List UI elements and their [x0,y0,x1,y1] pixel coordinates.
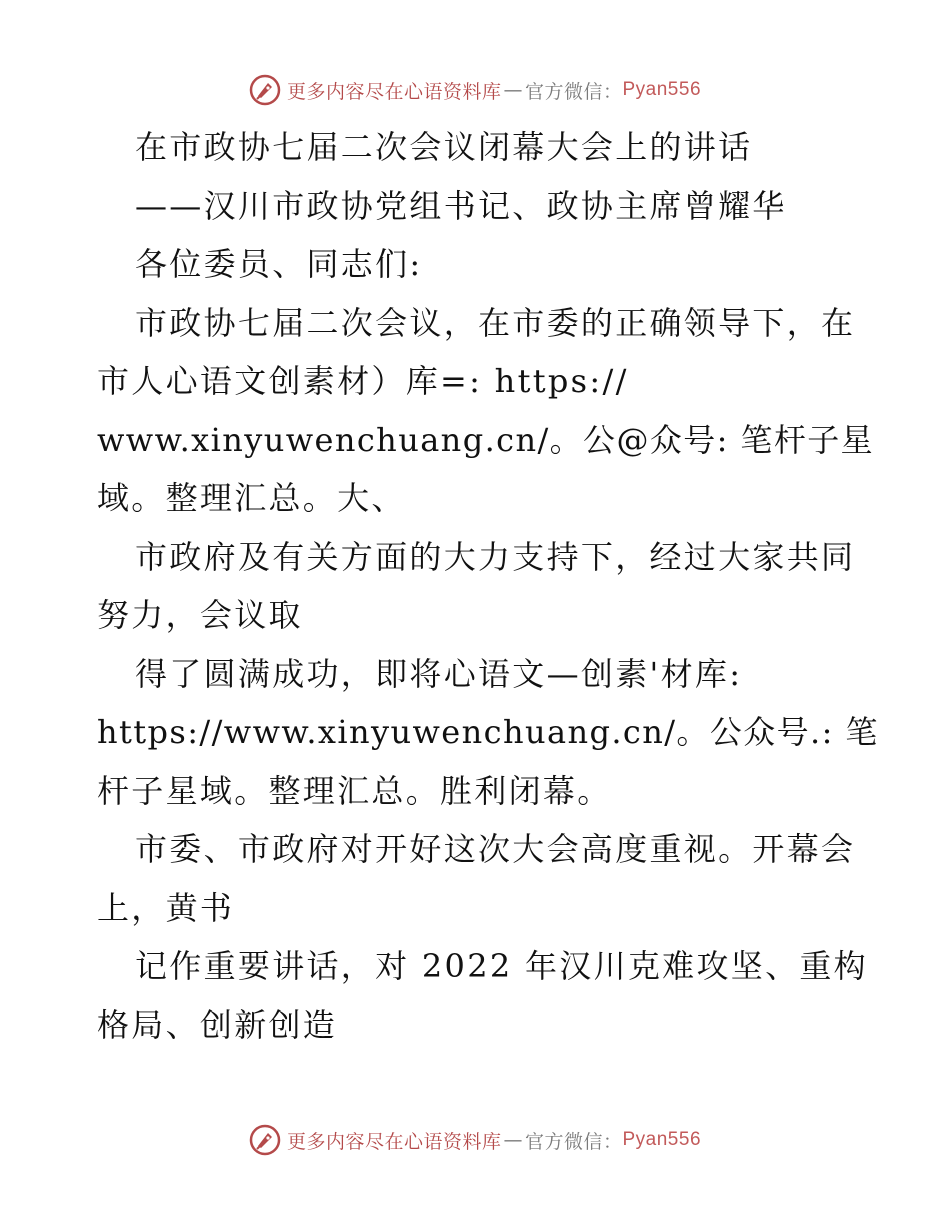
watermark-separator: — [503,79,523,101]
paragraph-line: 市委、市政府对开好这次大会高度重视。开幕会 [135,830,856,868]
watermark-separator: — [503,1129,523,1151]
paragraph-line: 努力，会议取 [97,596,303,634]
salutation: 各位委员、同志们: [135,245,423,283]
paragraph-line: 上，黄书 [97,888,235,927]
paragraph-line: 市政府及有关方面的大力支持下，经过大家共同 [135,537,856,576]
document-subtitle: ——汉川市政协党组书记、政协主席曾耀华 [135,186,787,225]
paragraph-line: 杆子星域。整理汇总。胜利闭幕。 [97,771,612,810]
paragraph-line: https://www.xinyuwenchuang.cn/。公众号.: 笔 [97,713,879,751]
header-watermark [0,70,950,110]
watermark-official-label: 官方微信： [524,80,623,103]
document-title: 在市政协七届二次会议闭幕大会上的讲话 [135,128,753,166]
paragraph-line: 记作重要讲话，对 2022 年汉川克难攻坚、重构 [135,947,868,985]
watermark-main-text: 更多内容尽在心语资料库 [286,80,502,103]
paragraph-line: www.xinyuwenchuang.cn/。公@众号: 笔杆子星 [97,420,875,459]
paragraph-line: 得了圆满成功，即将心语文—创素'材库: [135,654,743,693]
paragraph-line: 市政协七届二次会议，在市委的正确领导下，在 [135,303,856,342]
pen-nib-logo-icon [249,1124,281,1156]
footer-watermark [0,1120,950,1160]
document-body [97,118,879,1054]
pen-nib-logo-icon [249,74,281,106]
watermark-wechat-id: Pyan556 [622,1129,702,1150]
paragraph-line: 域。整理汇总。大、 [97,479,406,517]
watermark-official-label: 官方微信： [524,1130,623,1153]
watermark-main-text: 更多内容尽在心语资料库 [286,1130,502,1153]
watermark-wechat-id: Pyan556 [622,79,702,100]
paragraph-line: 格局、创新创造 [97,1005,338,1044]
paragraph-line: 市人心语文创素材）库=: https:// [97,362,629,400]
